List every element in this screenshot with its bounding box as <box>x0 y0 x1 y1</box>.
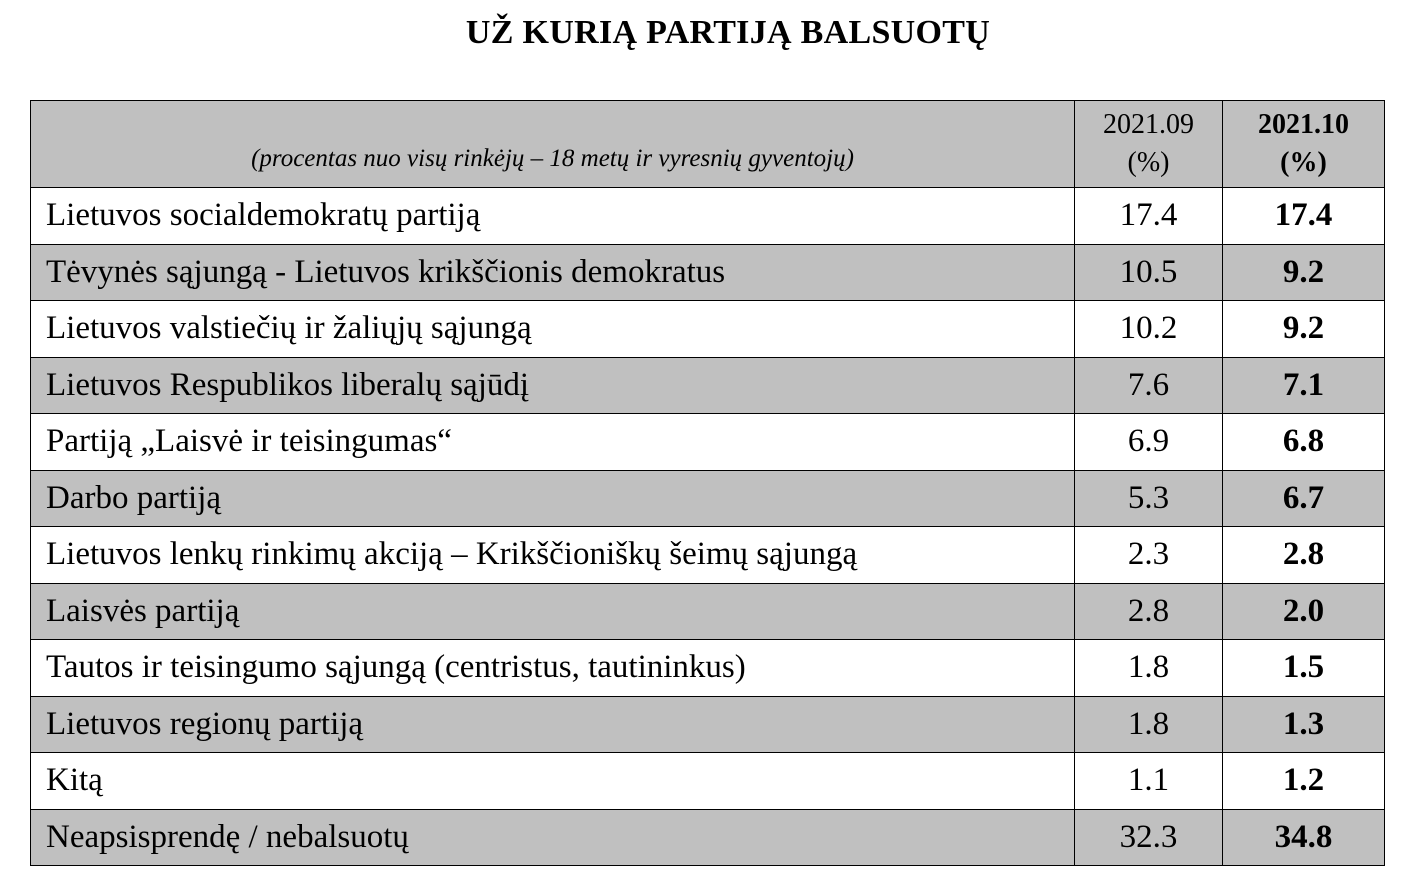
value-2021-09: 1.1 <box>1075 753 1223 810</box>
value-2021-10: 2.0 <box>1223 583 1385 640</box>
value-2021-10: 6.8 <box>1223 414 1385 471</box>
value-2021-09: 1.8 <box>1075 640 1223 697</box>
party-name: Partiją „Laisvė ir teisingumas“ <box>31 414 1075 471</box>
value-2021-10: 9.2 <box>1223 244 1385 301</box>
value-2021-09: 2.3 <box>1075 527 1223 584</box>
value-2021-10: 7.1 <box>1223 357 1385 414</box>
party-name: Tautos ir teisingumo sąjungą (centristus, tautininkus) <box>31 640 1075 697</box>
header-col-2021-10 <box>1223 101 1385 188</box>
header-col2-period: 2021.10 <box>1258 109 1349 140</box>
value-2021-09: 6.9 <box>1075 414 1223 471</box>
party-name: Neapsisprendę / nebalsuotų <box>31 809 1075 866</box>
value-2021-09: 5.3 <box>1075 470 1223 527</box>
table-row <box>31 301 1385 358</box>
page-title: UŽ KURIĄ PARTIJĄ BALSUOTŲ <box>465 14 991 51</box>
party-name: Lietuvos lenkų rinkimų akciją – Krikščioniškų šeimų sąjungą <box>31 527 1075 584</box>
party-name: Kitą <box>31 753 1075 810</box>
value-2021-10: 2.8 <box>1223 527 1385 584</box>
value-2021-09: 7.6 <box>1075 357 1223 414</box>
value-2021-09: 1.8 <box>1075 696 1223 753</box>
results-table <box>30 100 1385 866</box>
table-row <box>31 244 1385 301</box>
value-2021-10: 17.4 <box>1223 188 1385 245</box>
value-2021-10: 34.8 <box>1223 809 1385 866</box>
header-col-2021-09 <box>1075 101 1223 188</box>
party-name: Tėvynės sąjungą - Lietuvos krikščionis demokratus <box>31 244 1075 301</box>
table-row <box>31 357 1385 414</box>
header-note: (procentas nuo visų rinkėjų – 18 metų ir vyresnių gyventojų) <box>31 101 1075 188</box>
table-row <box>31 583 1385 640</box>
table-row <box>31 188 1385 245</box>
value-2021-10: 9.2 <box>1223 301 1385 358</box>
header-col1-period: 2021.09 <box>1103 109 1194 140</box>
value-2021-09: 2.8 <box>1075 583 1223 640</box>
party-name: Lietuvos regionų partiją <box>31 696 1075 753</box>
value-2021-10: 1.3 <box>1223 696 1385 753</box>
table-row <box>31 470 1385 527</box>
party-name: Lietuvos valstiečių ir žaliųjų sąjungą <box>31 301 1075 358</box>
party-name: Lietuvos Respublikos liberalų sąjūdį <box>31 357 1075 414</box>
value-2021-10: 1.5 <box>1223 640 1385 697</box>
value-2021-09: 10.2 <box>1075 301 1223 358</box>
header-col2-unit: (%) <box>1280 147 1327 178</box>
value-2021-10: 1.2 <box>1223 753 1385 810</box>
table-row <box>31 809 1385 866</box>
table-row <box>31 753 1385 810</box>
party-name: Lietuvos socialdemokratų partiją <box>31 188 1075 245</box>
table-row <box>31 696 1385 753</box>
table-row <box>31 527 1385 584</box>
party-name: Darbo partiją <box>31 470 1075 527</box>
value-2021-09: 17.4 <box>1075 188 1223 245</box>
value-2021-10: 6.7 <box>1223 470 1385 527</box>
value-2021-09: 32.3 <box>1075 809 1223 866</box>
party-name: Laisvės partiją <box>31 583 1075 640</box>
table-row <box>31 414 1385 471</box>
table-row <box>31 640 1385 697</box>
header-col1-unit: (%) <box>1127 147 1170 178</box>
value-2021-09: 10.5 <box>1075 244 1223 301</box>
table-header-row <box>31 101 1385 188</box>
